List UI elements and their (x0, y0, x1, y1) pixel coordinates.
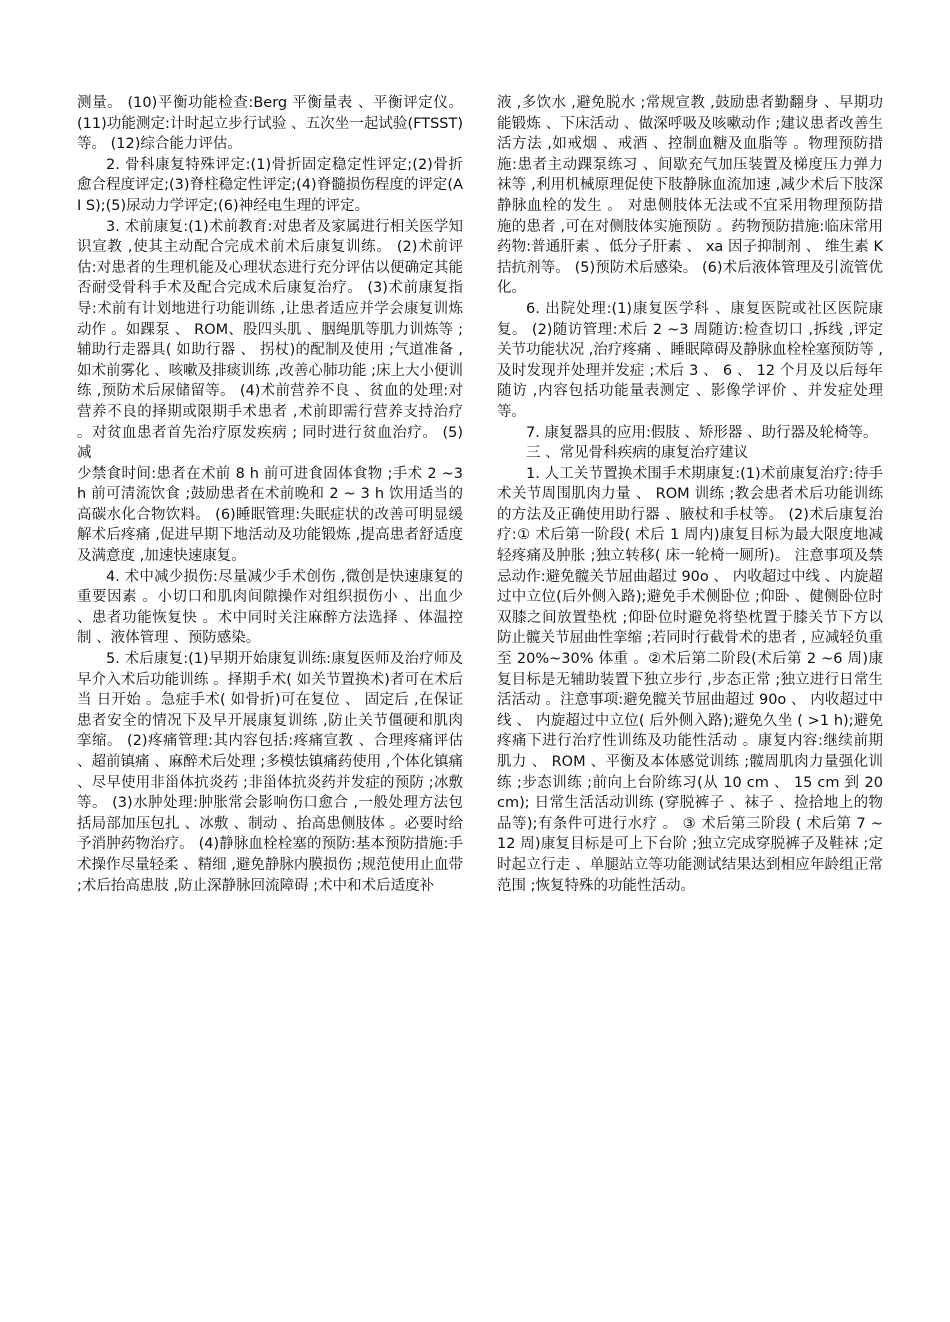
paragraph: 少禁食时间:患者在术前 8 h 前可进食固体食物 ;手术 2 ~3 h 前可清流饮食 ;鼓励患者在术前晚和 2 ~ 3 h 饮用适当的高碳水化合物饮料。 (6)睡眠管理:失眠症状的改善可明显缓解术后疼痛 ,促进早期下地活动及功能锻炼 ,提高患者舒适度及满意度 ,加速快速康复。 (77, 465, 463, 565)
paragraph: 3. 术前康复:(1)术前教育:对患者及家属进行相关医学知识宣教 ,使其主动配合完成术前术后康复训练。 (2)术前评估:对患者的生理机能及心理状态进行充分评估以便确定其能否耐受骨科手术及配合完成术后康复治疗。 (3)术前康复指导:术前有计划地进行功能训练 ,让患者适应并学会康复训炼动作 。如踝泵 、 ROM、股四头肌 、胭绳肌等肌力训炼等 ;辅助行走器具( 如助行器 、 拐杖)的配制及使用 ;气道准备 ,如术前雾化 、咳嗽及排痰训练 ,改善心肺功能 ;床上大小便训练 ,预防术后尿储留等。 (4)术前营养不良 、贫血的处理:对营养不良的择期或限期手术患者 ,术前即需行营养支持治疗 。对贫血患者首先治疗原发疾病 ; 同时进行贫血治疗。 (5)减 (77, 218, 463, 462)
section-heading: 三 、常见骨科疾病的康复治疗建议 (526, 445, 749, 462)
paragraph: 4. 术中减少损伤:尽量减少手术创伤 ,微创是快速康复的重要因素 。小切口和肌肉间隙操作对组织损伤小 、出血少 、患者功能恢复快 。术中同时关注麻醉方法选择 、体温控制 、液体管理 、预防感染。 (77, 568, 463, 647)
paragraph: 1. 人工关节置换术围手术期康复:(1)术前康复治疗:待手术关节周围肌肉力量 、 ROM 训练 ;教会患者术后功能训练的方法及正确使用助行器 、腋杖和手杖等。 (2)术后康复治疗:① 术后第一阶段( 术后 1 周内)康复目标为最大限度地减轻疼痛及肿胀 ;独立转移( 床一轮椅一厕所)。 注意事项及禁忌动作:避免髋关节屈曲超过 90o 、 内收超过中线 、内旋超过中立位(后外侧入路);避免手术侧卧位 ;仰卧 、健侧卧位时双膝之间放置垫枕 ;仰卧位时避免将垫枕置于膝关节下方以防止髋关节屈曲性挛缩 ;若同时行截骨术的患者 , 应减轻负重至 20%~30% 体重 。②术后第二阶段(术后第 2 ~6 周)康复目标是无辅助装置下独立步行 ,步态正常 ;独立进行日常生活活动 。注意事项:避免髋关节屈曲超过 90o 、 内收超过中线 、 内旋超过中立位( 后外侧入路);避免久坐 ( >1 h);避免疼痛下进行治疗性训练及功能性活动 。康复内容:继续前期肌力 、 ROM 、平衡及本体感觉训练 ;髋周肌肉力量强化训练 ;步态训练 ;前向上台阶练习(从 10 cm 、 15 cm 到 20 cm); 日常生活活动训练 (穿脱裤子 、袜子 、捡拾地上的物品等);有条件可进行水疗 。 ③ 术后第三阶段 ( 术后第 7 ~ 12 周)康复目标是可上下台阶 ;独立完成穿脱裤子及鞋袜 ;定时起立行走 、单腿站立等功能测试结果达到相应年龄组正常范围 ;恢复特殊的功能性活动。 (497, 465, 883, 894)
paragraph: 6. 出院处理:(1)康复医学科 、康复医院或社区医院康复。 (2)随访管理:术后 2 ~3 周随访:检查切口 ,拆线 ,评定关节功能状况 ,治疗疼痛 、睡眠障碍及静脉血栓栓塞预防等 ,及时发现并处理并发症 ;术后 3 、 6 、 12 个月及以后每年随访 ,内容包括功能量表测定 、影像学评价 、并发症处理等。 (497, 300, 883, 420)
paragraph: 2. 骨科康复特殊评定:(1)骨折固定稳定性评定;(2)骨折愈合程度评定;(3)脊柱稳定性评定;(4)脊髓损伤程度的评定(A I S);(5)尿动力学评定;(6)神经电生理的评定。 (77, 156, 463, 214)
paragraph: 测量。 (10)平衡功能检查:Berg 平衡量表 、平衡评定仪。 (11)功能测定:计时起立步行试验 、五次坐一起试验(FTSST)等。 (12)综合能力评估。 (77, 95, 463, 153)
paragraph: 7. 康复器具的应用:假肢 、矫形器 、助行器及轮椅等。 (526, 424, 878, 441)
paragraph: 液 ,多饮水 ,避免脱水 ;常规宣教 ,鼓励患者勤翻身 、早期功能锻炼 、下床活动 、做深呼吸及咳嗽动作 ;建议患者改善生活方法 ,如戒烟 、戒酒 、控制血糖及血脂等 。物理预防措施:患者主动踝泵练习 、间歇充气加压装置及梯度压力弹力袜等 ,利用机械原理促使下肢静脉血流加速 ,减少术后下肢深静脉血栓的发生 。 对患侧肢体无法或不宜采用物理预防措施的患者 ,可在对侧肢体实施预防 。药物预防措施:临床常用药物:普通肝素 、低分子肝素 、 xa 因子抑制剂 、 维生素 K 拮抗剂等。 (5)预防术后感染。 (6)术后液体管理及引流管优化。 (497, 95, 883, 297)
left-column (77, 93, 463, 896)
right-column (497, 93, 883, 896)
paragraph: 5. 术后康复:(1)早期开始康复训练:康复医师及治疗师及早介入术后功能训练 。择期手术( 如关节置换术)者可在术后当 日开始 。急症手术( 如骨折)可在复位 、 固定后 ,在保证患者安全的情况下及早开展康复训练 ,防止关节僵硬和肌肉挛缩。 (2)疼痛管理:其内容包括:疼痛宣教 、合理疼痛评估 、超前镇痛 、麻醉术后处理 ;多模怯镇痛药使用 ,个体化镇痛 、尽早使用非甾体抗炎药 ;非甾体抗炎药并发症的预防 ;冰敷等。 (3)水肿处理:肿胀常会影响伤口愈合 ,一般处理方法包括局部加压包扎 、冰敷 、制动 、抬高患侧肢体 。必要时给予消肿药物治疗。 (4)静脉血栓栓塞的预防:基本预防措施:手术操作尽量轻柔 、精细 ,避免静脉内膜损伤 ;规范使用止血带 ;术后抬高患肢 ,防止深静脉回流障碍 ;术中和术后适度补 (77, 651, 463, 894)
